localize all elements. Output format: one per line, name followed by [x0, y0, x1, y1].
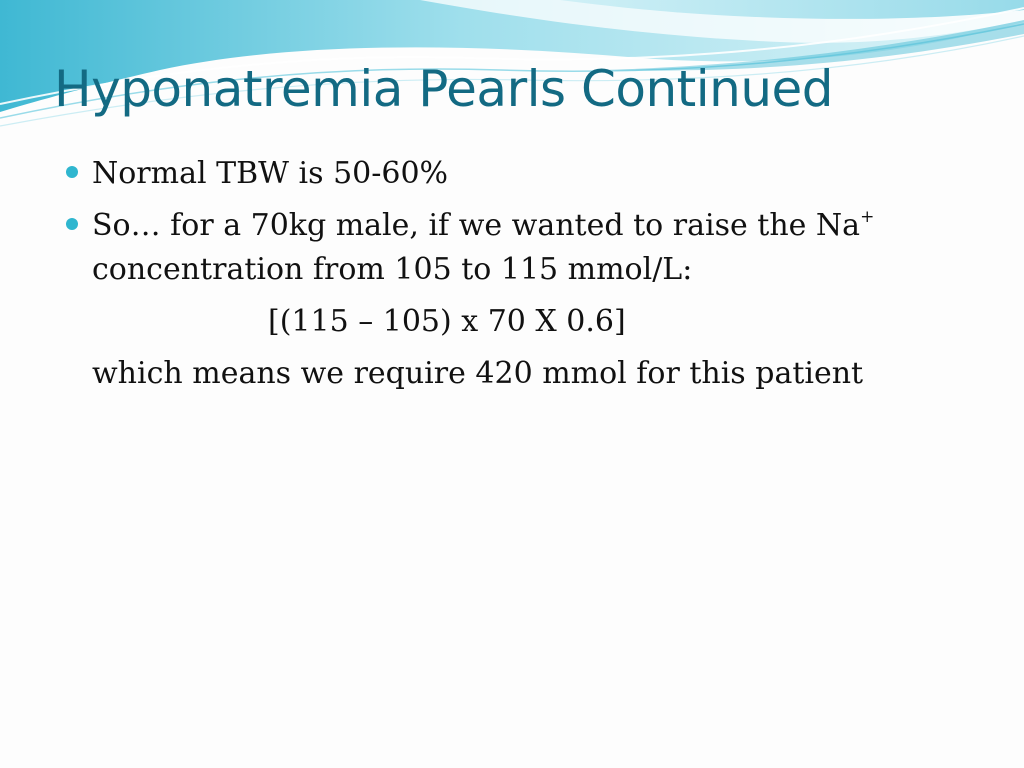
slide-content — [92, 152, 972, 396]
bullet-text: Normal TBW is 50-60% — [92, 156, 449, 191]
bullet-text-line-2: concentration from 105 to 115 mmol/L: — [92, 252, 693, 287]
formula-line: [(115 – 105) x 70 X 0.6] — [268, 304, 626, 339]
bullet-text-line-1-main: So… for a 70kg male, if we wanted to raise the Na — [92, 208, 861, 243]
conclusion-line: which means we require 420 mmol for this patient — [92, 356, 864, 391]
bullet-text-line-1 — [92, 204, 972, 248]
slide-title: Hyponatremia Pearls Continued — [54, 60, 834, 118]
sodium-charge-superscript: + — [860, 207, 875, 227]
bullet-dot-icon — [66, 166, 78, 178]
bullet-item-tbw — [92, 152, 972, 196]
bullet-item-sodium-calc — [92, 204, 972, 396]
bullet-dot-icon — [66, 218, 78, 230]
